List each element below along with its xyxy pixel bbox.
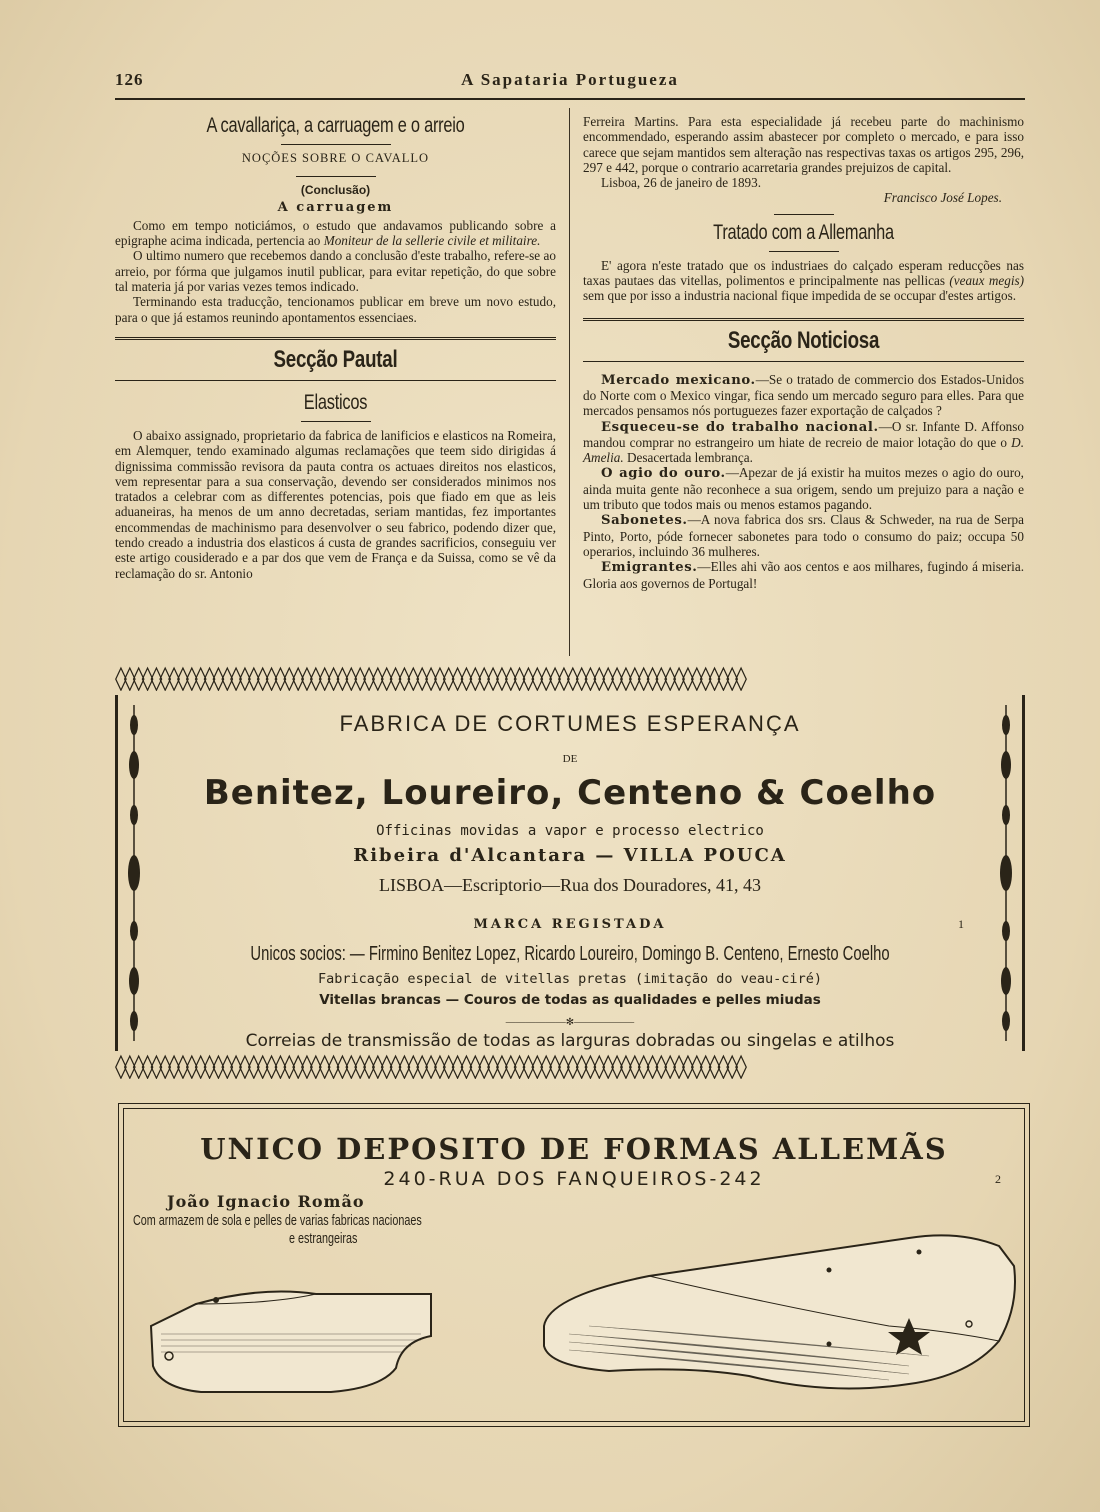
section-separator [115, 337, 556, 340]
rule [296, 176, 376, 177]
ornamental-chain-border: ◊◊◊◊◊◊◊◊◊◊◊◊◊◊◊◊◊◊◊◊◊◊◊◊◊◊◊◊◊◊◊◊◊◊◊◊◊◊◊◊◊◊◊◊◊◊◊◊◊◊◊◊◊◊◊◊◊◊◊◊◊◊◊◊◊◊◊◊◊◊◊ [115, 1053, 745, 1079]
news-item: O agio do ouro.—Apezar de já existir ha muitos mezes o agio do ouro, ainda muita gente não reconhece a sua origem, sendo um prejuizo para a nação e um tributo que todos mais ou menos estamos pagando. [583, 465, 1024, 513]
rule [769, 251, 839, 252]
rule [774, 214, 834, 215]
firm-name: Benitez, Loureiro, Centeno & Coelho [203, 773, 937, 813]
news-item: Esqueceu-se do trabalho nacional.—O sr. Infante D. Affonso mandou comprar no estrangeiro um hiate de recreio de maior lotação do que o D. Amelia. Desacertada lembrança. [583, 418, 1024, 466]
ad-office-line: LISBOA—Escriptorio—Rua dos Douradores, 41, 43 [379, 875, 761, 895]
page-number: 126 [115, 70, 144, 89]
article-title: Tratado com a Allemanha [713, 220, 894, 244]
advertisement-fabrica-cortumes [115, 665, 1027, 1083]
rule [115, 380, 556, 381]
ad-number: 1 [958, 917, 964, 931]
ad-title: FABRICA DE CORTUMES ESPERANÇA [339, 711, 801, 736]
ad-address-line: Ribeira d'Alcantara — VILLA POUCA [353, 845, 787, 866]
signature: Francisco José Lopes. [883, 190, 1002, 206]
ad-de: DE [562, 753, 578, 765]
ad-title: UNICO DEPOSITO DE FORMAS ALLEMÃS [200, 1132, 948, 1166]
owner-name: João Ignacio Romão [167, 1192, 365, 1211]
divider-ornament: ——————✻—————— [505, 1017, 635, 1028]
column-divider [569, 108, 570, 656]
paragraph: E' agora n'este tratado que os industriaes do calçado esperam reducções nas taxas pautaes das vitellas, polimentos e principalmente nas pellicas (veaux megis) sem que por isso a industria nacional fique impedida de se occupar d'estes artigos. [583, 257, 1025, 304]
section-title-pautal: Secção Pautal [273, 345, 398, 373]
paragraph: Como em tempo noticiámos, o estudo que andavamos publicando sobre a epigraphe acima indicada, pertencia ao Moniteur de la sellerie civile et militaire. [115, 217, 556, 249]
ad-line: Fabricação especial de vitellas pretas (imitação do veau-ciré) [318, 971, 822, 987]
paragraph: Ferreira Martins. Para esta especialidade já recebeu parte do machinismo encommendado, esperando assim abastecer por completo o mercado, e para isso carece que sejam mantidos sem alteração nas respectivas taxas os artigos 295, 296, 297 e 442, porque o contrario acarretaria grandes prejuizos de capital. [583, 114, 1024, 175]
ad-description: Com armazem de sola e pelles de varias fabricas nacionaes [133, 1212, 422, 1229]
article-title: Elasticos [303, 390, 368, 414]
running-title: A Sapataria Portugueza [461, 70, 679, 89]
right-column [583, 114, 1024, 591]
paragraph: Terminando esta traducção, tencionamos publicar em breve um novo estudo, para o que já estamos reunindo apontamentos essenciaes. [115, 294, 556, 325]
section-separator [583, 318, 1024, 321]
ad-line: Correias de transmissão de todas as larguras dobradas ou singelas e atilhos [245, 1031, 895, 1051]
partners-line: Unicos socios: — Firmino Benitez Lopez, Ricardo Loureiro, Domingo B. Centeno, Ernesto Coelho [250, 943, 890, 965]
rule [583, 361, 1024, 362]
section-title-noticiosa: Secção Noticiosa [727, 326, 880, 354]
shoe-last-small-icon [141, 1276, 441, 1396]
article-subtitle: NOÇÕES SOBRE O CAVALLO [241, 151, 430, 165]
header-rule [115, 98, 1025, 100]
advertisement-formas-allemas [118, 1103, 1030, 1427]
article-title: A cavallariça, a carruagem e o arreio [206, 114, 465, 137]
news-item: Mercado mexicano.—Se o tratado de commercio dos Estados-Unidos do Norte com o Mexico vingar, fica sendo um mercado seguro para elles. Para que mercados pensamos nós portuguezes fazer exportação de calçados ? [583, 371, 1024, 419]
ad-number: 2 [995, 1172, 1001, 1186]
dateline: Lisboa, 26 de janeiro de 1893. [601, 175, 762, 191]
rule [301, 421, 371, 422]
news-item: Emigrantes.—Elles ahi vão aos centos e aos milhares, fugindo á miseria. Gloria aos governos de Portugal! [583, 559, 1024, 591]
paragraph: O abaixo assignado, proprietario da fabrica de lanificios e elasticos na Romeira, em Alemquer, tendo examinado algumas reclamações que teem sido dirigidas á dignissima commissão revisora da pauta contra os actuaes direitos nos elasticos, vem representar para a sua conservação, devendo ser considerados minimos nos tratados a celebrar com as differentes potencias, pois que fiado em que as leis aduaneiras, ha menos de um anno decretadas, seriam mantidas, fez importantes encommendas de machinismo para desenvolver o seu fabrico, podendo dizer que, tendo creado a industria dos elasticos á custa de grandes sacrificios, conseguiu ver este artigo cousiderado e a par dos que vem de França e da Suissa, como se vê da reclamação do sr. Antonio [115, 427, 556, 581]
rule [281, 144, 391, 145]
ad-address: 240-RUA DOS FANQUEIROS-242 [383, 1168, 765, 1190]
shoe-last-large-icon [529, 1216, 1019, 1416]
page-header [115, 70, 1025, 92]
ad-line: Vitellas brancas — Couros de todas as qualidades e pelles miudas [319, 992, 821, 1008]
ad-line: Officinas movidas a vapor e processo electrico [376, 823, 764, 839]
trademark-note: MARCA REGISTADA [473, 917, 667, 932]
section-heading: A carruagem [277, 199, 394, 215]
ad-frame [115, 695, 1025, 1051]
conclusion-note: (Conclusão) [300, 183, 371, 198]
ornamental-chain-border: ◊◊◊◊◊◊◊◊◊◊◊◊◊◊◊◊◊◊◊◊◊◊◊◊◊◊◊◊◊◊◊◊◊◊◊◊◊◊◊◊◊◊◊◊◊◊◊◊◊◊◊◊◊◊◊◊◊◊◊◊◊◊◊◊◊◊◊◊◊◊◊ [115, 665, 745, 691]
left-column [115, 114, 556, 581]
paragraph: O ultimo numero que recebemos dando a conclusão d'este trabalho, refere-se ao arreio, por fórma que julgamos inutil publicar, para evitar repetição, do que sobre tal materia já por varias vezes temos indicado. [115, 248, 556, 295]
ad-description: e estrangeiras [289, 1230, 358, 1247]
news-item: Sabonetes.—A nova fabrica dos srs. Claus & Schweder, na rua de Serpa Pinto, Porto, póde fornecer sabonetes para todo o consumo do paiz; occupa 50 operarios, incluindo 36 mulheres. [583, 512, 1024, 559]
